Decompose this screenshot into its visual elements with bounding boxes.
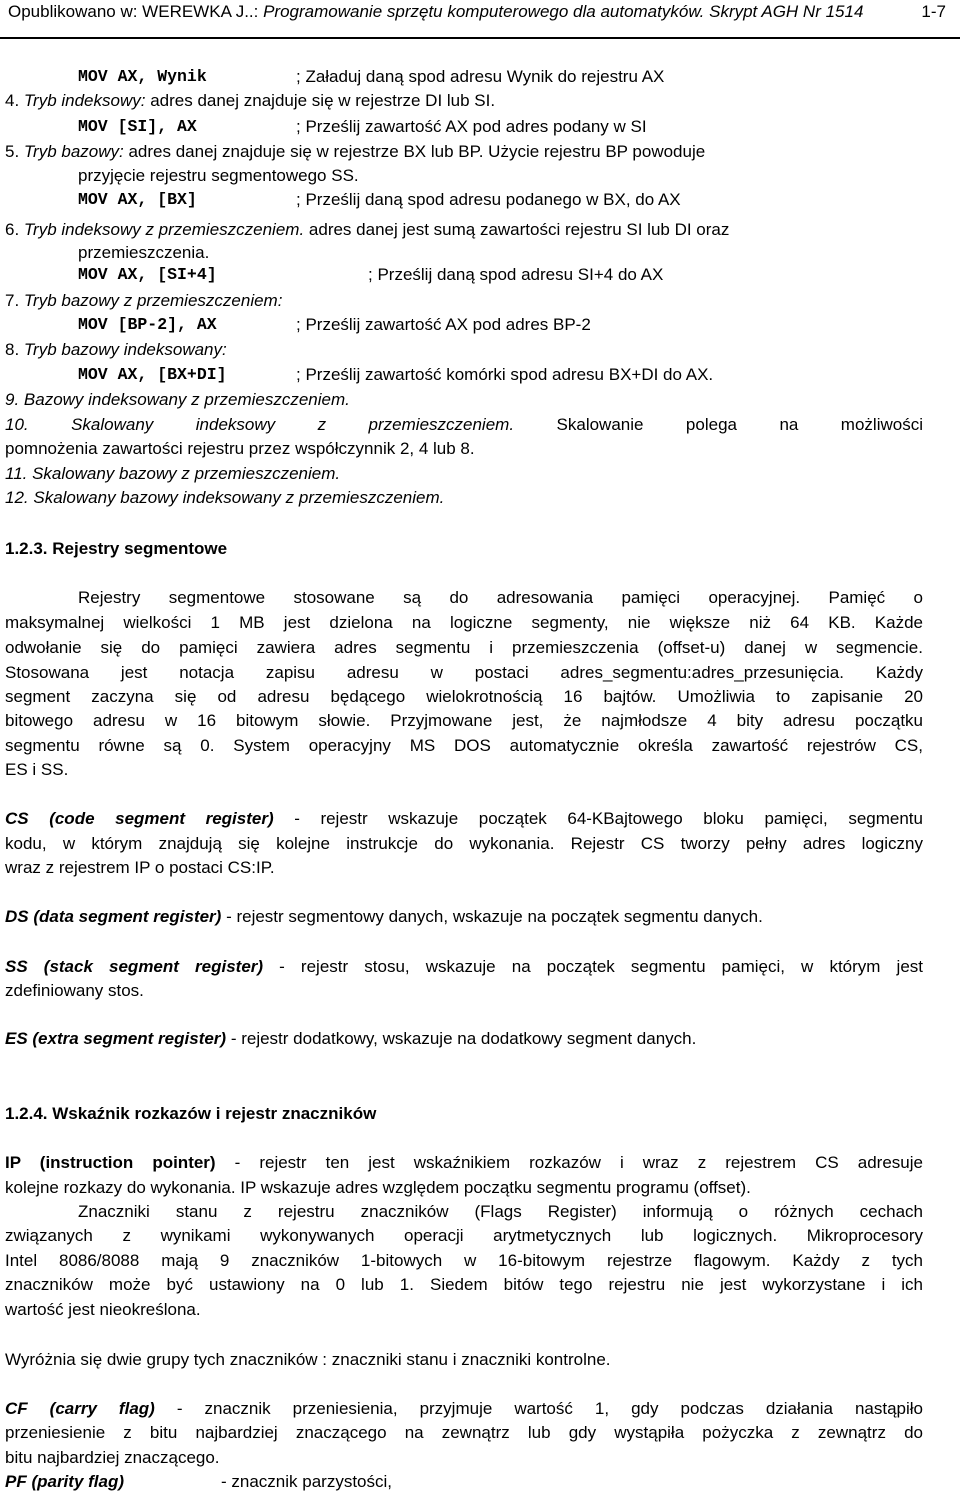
code-line: MOV [BP-2], AX — [78, 315, 217, 334]
cf-definition: CF (carry flag) - znacznik przeniesienia, przyjmuje wartość 1, gdy podczas działania nastąpiło — [5, 1399, 923, 1418]
ip-term: IP (instruction pointer) — [5, 1153, 216, 1172]
mode-item-6-cont: przemieszczenia. — [78, 243, 210, 262]
code-comment: ; Prześlij daną spod adresu SI+4 do AX — [368, 265, 664, 284]
paragraph-line: segment zaczyna się od adresu będącego wielokrotnością 16 bajtów. Umożliwia to zapisanie 20 — [5, 687, 923, 706]
mode-item-12: 12. Skalowany bazowy indeksowany z przemieszczeniem. — [5, 488, 445, 507]
header-source: Programowanie sprzętu komputerowego dla automatyków. Skrypt AGH Nr 1514 — [263, 2, 864, 21]
pf-definition — [5, 1470, 124, 1494]
paragraph-line: wartość jest nieokreślona. — [5, 1300, 201, 1319]
mode-item-6: 6. Tryb indeksowy z przemieszczeniem. adres danej jest sumą zawartości rejestru SI lub DI oraz — [5, 220, 730, 239]
ds-definition: DS (data segment register) - rejestr segmentowy danych, wskazuje na początek segmentu danych. — [5, 907, 763, 926]
es-definition: ES (extra segment register) - rejestr dodatkowy, wskazuje na dodatkowy segment danych. — [5, 1029, 697, 1048]
code-line: MOV AX, [BX] — [78, 190, 197, 209]
code-comment: ; Prześlij daną spod adresu podanego w BX, do AX — [296, 190, 681, 209]
paragraph-line: znaczników może być ustawiony na 0 lub 1. Siedem bitów tego rejestru nie jest wykorzystane i ich — [5, 1275, 923, 1294]
paragraph-line: maksymalnej wielkości 1 MB jest dzielona na logiczne segmenty, nie większe niż 64 KB. Każde — [5, 613, 923, 632]
page-number: 1-7 — [921, 2, 946, 21]
mode-item-5: 5. Tryb bazowy: adres danej znajduje się w rejestrze BX lub BP. Użycie rejestru BP powoduje — [5, 142, 706, 161]
cs-definition: CS (code segment register) - rejestr wskazuje początek 64-KBajtowego bloku pamięci, segmentu — [5, 809, 923, 828]
paragraph-line: kodu, w którym znajdują się kolejne instrukcje do wykonania. Rejestr CS tworzy pełny adres logiczny — [5, 834, 923, 853]
code-comment: ; Prześlij zawartość AX pod adres BP-2 — [296, 315, 591, 334]
paragraph-line: Stosowana jest notacja zapisu adresu w postaci adres_segmentu:adres_przesunięcia. Każdy — [5, 663, 923, 682]
mode-item-10-cont: pomnożenia zawartości rejestru przez współczynnik 2, 4 lub 8. — [5, 439, 475, 458]
paragraph-line: Wyróżnia się dwie grupy tych znaczników : znaczniki stanu i znaczniki kontrolne. — [5, 1350, 611, 1369]
paragraph-line: zdefiniowany stos. — [5, 981, 144, 1000]
paragraph-line: bitu najbardziej znaczącego. — [5, 1448, 220, 1467]
mode-item-7: 7. Tryb bazowy z przemieszczeniem: — [5, 291, 283, 310]
code-line: MOV AX, [BX+DI] — [78, 365, 227, 384]
paragraph-line: przeniesienie z bitu najbardziej znaczącego na zewnątrz lub gdy wystąpiła pożyczka z zewnątrz do — [5, 1423, 923, 1442]
paragraph-line: segmentu równe są 0. System operacyjny MS DOS automatycznie określa zawartość rejestrów CS, — [5, 736, 923, 755]
es-term: ES (extra segment register) — [5, 1029, 227, 1048]
cf-term: CF (carry flag) — [5, 1399, 155, 1418]
code-line: MOV AX, Wynik — [78, 67, 207, 86]
ss-definition: SS (stack segment register) - rejestr stosu, wskazuje na początek segmentu pamięci, w którym jest — [5, 957, 923, 976]
paragraph-line: bitowego adresu w 16 bitowym słowie. Przyjmowane jest, że najmłodsze 4 bity adresu początku — [5, 711, 923, 730]
code-comment: ; Prześlij zawartość AX pod adres podany w SI — [296, 117, 647, 136]
ds-term: DS (data segment register) — [5, 907, 222, 926]
paragraph-line: odwołanie się do pamięci zawiera adres segmentu i przemieszczenia (offset-u) danej w segmencie. — [5, 638, 923, 657]
ip-definition: IP (instruction pointer) - rejestr ten jest wskaźnikiem rozkazów i wraz z rejestrem CS adresuje — [5, 1153, 923, 1172]
section-heading: 1.2.4. Wskaźnik rozkazów i rejestr znaczników — [5, 1104, 377, 1123]
running-header: Opublikowano w: WEREWKA J..: Programowanie sprzętu komputerowego dla automatyków. Skrypt AGH Nr 1514 — [8, 2, 864, 21]
pf-term: PF (parity flag) — [5, 1472, 125, 1491]
pf-text: - znacznik parzystości, — [221, 1472, 392, 1491]
mode-item-11: 11. Skalowany bazowy z przemieszczeniem. — [5, 464, 341, 483]
paragraph-line: wraz z rejestrem IP o postaci CS:IP. — [5, 858, 275, 877]
mode-item-5-cont: przyjęcie rejestru segmentowego SS. — [78, 166, 359, 185]
mode-item-8: 8. Tryb bazowy indeksowany: — [5, 340, 227, 359]
paragraph-line: ES i SS. — [5, 760, 69, 779]
paragraph-line: kolejne rozkazy do wykonania. IP wskazuje adres względem początku segmentu programu (offset). — [5, 1178, 751, 1197]
code-comment: ; Prześlij zawartość komórki spod adresu BX+DI do AX. — [296, 365, 714, 384]
code-line: MOV AX, [SI+4] — [78, 265, 217, 284]
code-line: MOV [SI], AX — [78, 117, 197, 136]
section-heading: 1.2.3. Rejestry segmentowe — [5, 539, 228, 558]
paragraph-line: Rejestry segmentowe stosowane są do adresowania pamięci operacyjnej. Pamięć o — [78, 588, 923, 607]
paragraph-line: związanych z wynikami wykonywanych operacji arytmetycznych lub logicznych. Mikroprocesory — [5, 1226, 923, 1245]
mode-item-9: 9. Bazowy indeksowany z przemieszczeniem. — [5, 390, 350, 409]
mode-item-10: 10. Skalowany indeksowy z przemieszczeniem. Skalowanie polega na możliwości — [5, 415, 923, 434]
mode-item-4: 4. Tryb indeksowy: adres danej znajduje się w rejestrze DI lub SI. — [5, 91, 496, 110]
ss-term: SS (stack segment register) — [5, 957, 264, 976]
paragraph-line: Intel 8086/8088 mają 9 znaczników 1-bitowych w 16-bitowym rejestrze flagowym. Każdy z tych — [5, 1251, 923, 1270]
cs-term: CS (code segment register) — [5, 809, 274, 828]
code-comment: ; Załaduj daną spod adresu Wynik do rejestru AX — [296, 67, 665, 86]
paragraph-line: Znaczniki stanu z rejestru znaczników (Flags Register) informują o różnych cechach — [78, 1202, 923, 1221]
header-rule — [0, 37, 960, 39]
